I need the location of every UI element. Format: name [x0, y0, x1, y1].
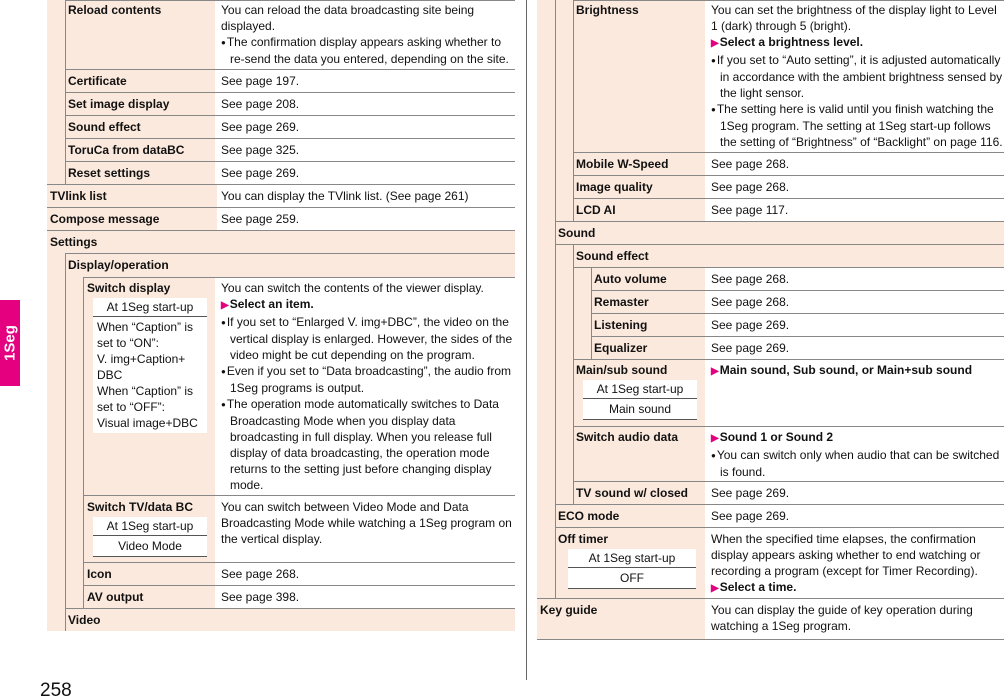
compose-message-label: Compose message [50, 212, 160, 226]
switch-tv-data-desc: You can switch between Video Mode and Data Broadcasting Mode while watching a 1Seg program on the vertical display. [221, 500, 512, 546]
toruca-label: ToruCa from dataBC [68, 143, 185, 157]
certificate-label: Certificate [68, 74, 127, 88]
brightness-label: Brightness [576, 3, 639, 17]
main-sub-sound-desc: ▶ Main sound, Sub sound, or Main+sub sound [711, 362, 1003, 380]
remaster-desc: See page 268. [711, 295, 790, 309]
reload-contents-desc: You can reload the data broadcasting site being displayed. ● The confirmation display appears asking whether to re-send the data you entered, depending on the site. [221, 2, 511, 67]
listening-label: Listening [594, 318, 648, 332]
sound-effect-desc: See page 269. [221, 120, 300, 134]
main-sub-sound-startup-box: At 1Seg start-up Main sound [583, 380, 697, 420]
auto-volume-desc: See page 268. [711, 272, 790, 286]
lcd-ai-desc: See page 117. [711, 203, 789, 217]
sound-effect-group-label: Sound effect [576, 249, 649, 263]
switch-audio-data-desc: ▶ Sound 1 or Sound 2 ● You can switch only when audio that can be switched is found. [711, 429, 1003, 480]
remaster-label: Remaster [594, 295, 649, 309]
off-timer-desc: When the specified time elapses, the confirmation display appears asking whether to end watching or recording a program (except for Timer Recording). ▶ Select a time. [711, 531, 1003, 597]
equalizer-label: Equalizer [594, 341, 648, 355]
eco-mode-label: ECO mode [558, 509, 620, 523]
equalizer-desc: See page 269. [711, 341, 790, 355]
off-timer-label: Off timer [558, 532, 609, 546]
sound-effect-label: Sound effect [68, 120, 141, 134]
switch-audio-data-label: Switch audio data [576, 430, 679, 444]
av-output-desc: See page 398. [221, 590, 300, 604]
key-guide-label: Key guide [540, 603, 598, 617]
set-image-display-label: Set image display [68, 97, 170, 111]
image-quality-desc: See page 268. [711, 180, 790, 194]
brightness-desc: You can set the brightness of the display light to Level 1 (dark) through 5 (bright). ▶ Select a brightness level. ● If you set to “Auto setting”, it is adjusted automatically in accordance with the ambient brightness sensed by the light sensor. ● The setting here is valid until you finish watching the 1Seg program. The setting at 1Seg start-up follows the setting of “Brightness” of “Backlight” on page 116. [711, 2, 1003, 150]
tv-sound-closed-desc: See page 269. [711, 486, 790, 500]
compose-message-desc: See page 259. [221, 212, 300, 226]
column-divider [526, 0, 527, 680]
display-operation-label: Display/operation [68, 258, 169, 272]
tvlink-list-desc: You can display the TVlink list. (See page 261) [221, 189, 469, 203]
switch-tv-data-startup-box: At 1Seg start-up Video Mode [93, 517, 207, 557]
icon-label: Icon [87, 567, 112, 581]
section-tab-label: 1Seg [1, 325, 19, 361]
video-label: Video [68, 613, 101, 627]
switch-display-desc: You can switch the contents of the viewer display. ▶ Select an item. ● If you set to “Enlarged V. img+DBC”, the video on the vertical display is enlarged. However, the sides of the video might be cut depending on the program. ● Even if you set to “Data broadcasting”, the audio from 1Seg programs is output. ● The operation mode automatically switches to Data Broadcasting Mode when you display data broadcasting in full display. When you release full display of data broadcasting, the operation mode returns to the setting just before changing display mode. [221, 280, 513, 493]
eco-mode-desc: See page 269. [711, 509, 790, 523]
main-sub-sound-label: Main/sub sound [576, 363, 668, 377]
av-output-label: AV output [87, 590, 144, 604]
set-image-display-desc: See page 208. [221, 97, 300, 111]
key-guide-desc: You can display the guide of key operation during watching a 1Seg program. [711, 603, 973, 633]
mobile-w-speed-label: Mobile W-Speed [576, 157, 669, 171]
switch-display-startup-box: At 1Seg start-up When “Caption” is set to “ON”: V. img+Caption+ DBC When “Caption” is set to “OFF”: Visual image+DBC [93, 298, 207, 433]
image-quality-label: Image quality [576, 180, 653, 194]
reload-contents-label: Reload contents [68, 3, 162, 17]
tvlink-list-label: TVlink list [50, 189, 107, 203]
toruca-desc: See page 325. [221, 143, 300, 157]
tv-sound-closed-label: TV sound w/ closed [576, 486, 689, 500]
icon-desc: See page 268. [221, 567, 300, 581]
lcd-ai-label: LCD AI [576, 203, 616, 217]
page-number: 258 [40, 680, 72, 697]
switch-display-label: Switch display [87, 281, 171, 295]
section-tab [0, 300, 20, 386]
reset-settings-label: Reset settings [68, 166, 151, 180]
switch-tv-data-label: Switch TV/data BC [87, 500, 194, 514]
settings-label: Settings [50, 235, 98, 249]
reset-settings-desc: See page 269. [221, 166, 300, 180]
auto-volume-label: Auto volume [594, 272, 667, 286]
certificate-desc: See page 197. [221, 74, 300, 88]
sound-label: Sound [558, 226, 596, 240]
mobile-w-speed-desc: See page 268. [711, 157, 790, 171]
off-timer-startup-box: At 1Seg start-up OFF [568, 549, 696, 589]
listening-desc: See page 269. [711, 318, 790, 332]
